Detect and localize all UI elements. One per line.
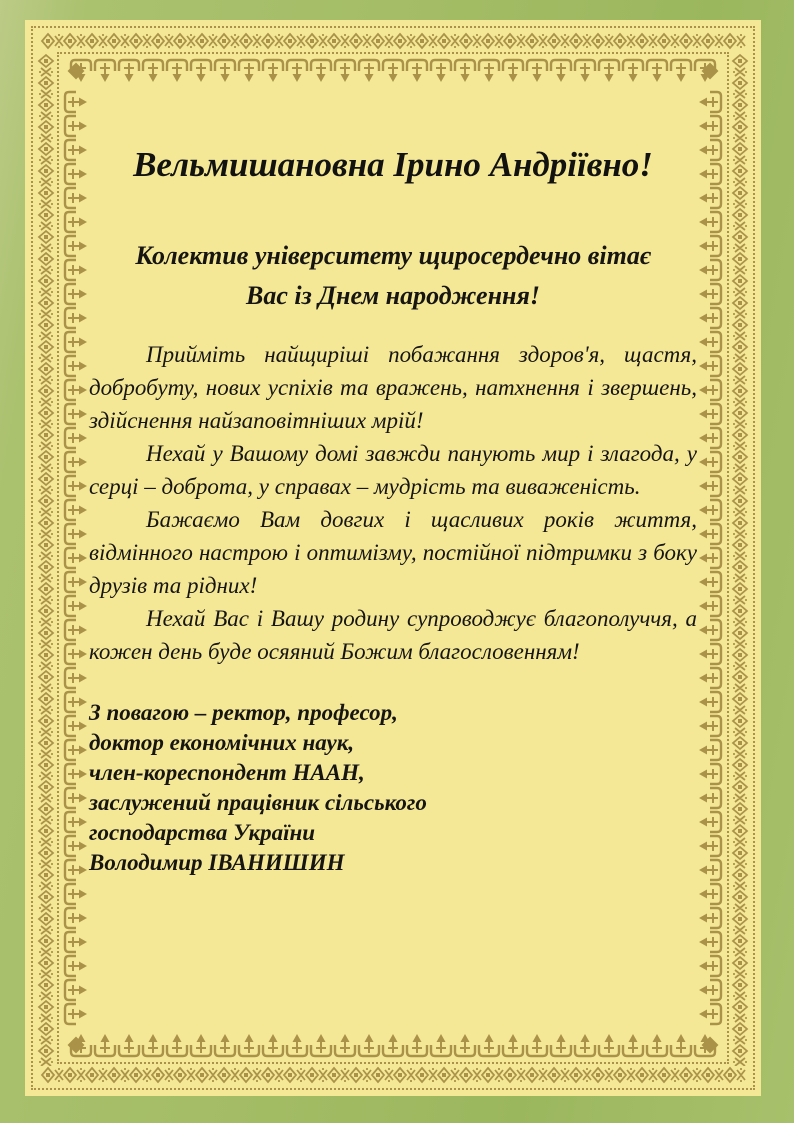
card-content (89, 90, 697, 1032)
ornamental-border-band (63, 58, 723, 84)
signature-line: З повагою – ректор, професор, (89, 700, 398, 725)
signature-line: член-кореспондент НААН, (89, 760, 365, 785)
signature-line: доктор економічних наук, (89, 730, 355, 755)
ornamental-border-band (37, 32, 749, 50)
subtitle-line: Колектив університету щиросердечно вітає (135, 241, 651, 270)
page-title: Вельмишановна Ірино Андріївно! (133, 145, 653, 184)
ornamental-border-band (37, 1066, 749, 1084)
signature-line: господарства України (89, 820, 316, 845)
ornamental-border-band (63, 84, 89, 1032)
body-text (89, 338, 697, 668)
paragraph: Прийміть найщиріші побажання здоров'я, щастя, добробуту, нових успіхів та вражень, натхнення і звершень, здійснення найзаповітніших мрій! (89, 342, 697, 433)
paragraph: Бажаємо Вам довгих і щасливих років життя, відмінного настрою і оптимізму, постійної підтримки з боку друзів та рідних! (89, 507, 697, 598)
ornamental-border-band (63, 1032, 723, 1058)
ornamental-border-band (697, 84, 723, 1032)
paragraph: Нехай у Вашому домі завжди панують мир і злагода, у серці – доброта, у справах – мудрість та виваженість. (89, 441, 697, 499)
signature-block (89, 698, 697, 878)
subtitle-line: Вас із Днем народження! (246, 281, 540, 310)
ornamental-border-band (731, 50, 749, 1066)
signature-line: Володимир ІВАНИШИН (89, 850, 345, 875)
ornamental-border-band (37, 50, 55, 1066)
signature-line: заслужений працівник сільського (89, 790, 427, 815)
greeting-card (25, 20, 761, 1096)
paragraph: Нехай Вас і Вашу родину супроводжує благополуччя, а кожен день буде осяяний Божим благословенням! (89, 606, 697, 664)
greeting-subtitle (89, 236, 697, 316)
